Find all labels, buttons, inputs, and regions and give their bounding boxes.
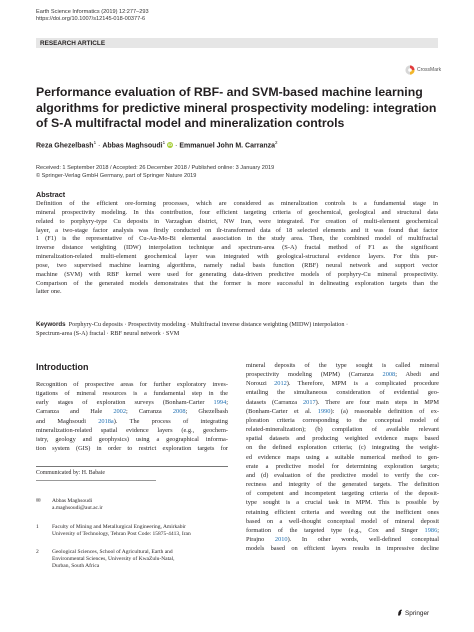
body-text-line <box>246 526 439 535</box>
citation-link[interactable]: 2008 <box>382 371 396 379</box>
crossmark-button[interactable] <box>405 64 445 76</box>
journal-line: Earth Science Informatics (2019) 12:277–293 <box>36 9 149 15</box>
abstract-line: machine (SVM) with RBF kernel were used for generating data-driven predictive models of porphyry-Cu mineral prospectivity. <box>36 270 438 278</box>
body-text-line <box>246 498 439 507</box>
body-text: Norouzi <box>246 380 275 388</box>
crossmark-icon <box>405 65 415 75</box>
abstract-line: latter one. <box>36 288 62 296</box>
body-text: early stages of exploration surveys (Bonham-Carter <box>36 399 214 407</box>
author-list <box>36 138 278 150</box>
author-name[interactable]: Emmanuel John M. Carranza <box>179 142 276 150</box>
body-text: mineral deposits of the type sought is called mineral <box>246 362 439 369</box>
body-text: ; Ghezelbash <box>185 408 228 416</box>
body-text: prospectivity modeling (MPM) (Carranza <box>246 371 383 379</box>
body-text-line <box>36 435 228 444</box>
affiliation-line: Geological Sciences, School of Agricultural, Earth and <box>52 549 173 555</box>
body-text: entailing the simultaneous consideration of evidential geo- <box>246 389 439 397</box>
keywords <box>36 320 438 338</box>
body-text-line <box>246 462 439 471</box>
keywords-line: Porphyry-Cu deposits · Prospectivity modeling · Multifractal inverse distance weighting (MIDW) interpolation · <box>68 321 349 328</box>
body-text: erate a predictive model for determining exploration targets; <box>246 462 439 470</box>
orcid-icon[interactable]: iD <box>168 142 173 148</box>
body-text: Pirajno <box>246 535 275 543</box>
body-text-line <box>36 380 228 389</box>
body-text: ed evidence maps using a suitable numerical method to gen- <box>246 453 439 461</box>
contact-email[interactable]: a.maghsoudi@aut.ac.ir <box>52 505 103 512</box>
affiliation-line: University of Technology, Tehran Post Code: 15875-4413, Iran <box>52 531 191 538</box>
body-text: ploration criteria corresponding to the conceptual model of <box>246 416 439 424</box>
body-text: formation of the targeted type (e.g., Cox and Singer <box>246 526 425 534</box>
article-type-band <box>36 38 438 48</box>
publication-dates <box>36 165 274 180</box>
citation-link[interactable]: 1986 <box>424 526 438 534</box>
body-text: ; <box>437 526 439 534</box>
keywords-label: Keywords <box>36 321 66 328</box>
affiliation-mark: 1 <box>162 140 166 145</box>
affiliation-line: Faculty of Mining and Metallurgical Engineering, Amirkabir <box>52 524 186 530</box>
footnote-divider-short <box>36 480 156 481</box>
body-text-line <box>246 407 439 416</box>
body-text: and (d) evaluation of the predictive model to verify the cor- <box>246 471 439 479</box>
abstract-line: mineralization-related multi-element geochemical layer was integrated with geological-structural evidence layers. For this pur- <box>36 253 438 261</box>
author-name[interactable]: Abbas Maghsoudi <box>102 142 163 150</box>
springer-horse-icon <box>397 609 403 616</box>
dates-line: Received: 1 September 2018 / Accepted: 26 December 2018 / Published online: 3 January 2019 <box>36 165 275 171</box>
body-text-line <box>246 388 439 397</box>
body-text: ; <box>226 399 228 407</box>
journal-citation <box>36 9 149 23</box>
body-text: ; Abedi and <box>395 371 439 379</box>
body-text-line <box>36 444 228 453</box>
abstract-line: mineral prospectivity modeling. In this contribution, four efficient targeting criteria of geochemical, geological and structural data <box>36 208 438 216</box>
abstract-heading: Abstract <box>36 190 66 199</box>
body-text-line <box>246 434 439 443</box>
body-text-line <box>246 489 439 498</box>
body-text-line <box>246 379 439 388</box>
body-text-line <box>246 453 439 462</box>
body-text: models based on efficient layers results in impressive decline <box>246 545 439 553</box>
body-text: ). There are four main steps in MPM <box>315 398 440 406</box>
body-text-line <box>36 407 228 416</box>
affiliation-line: Durban, South Africa <box>52 563 100 570</box>
body-text-line <box>246 480 439 489</box>
body-text: istry, geology and geophysics) using a geographical informa- <box>36 435 228 443</box>
body-text-line <box>246 508 439 517</box>
affiliation-mark: 1 <box>93 140 97 145</box>
body-text: ): (a) reasonable definition of ex- <box>330 407 439 415</box>
citation-link[interactable]: 2008 <box>172 408 186 416</box>
body-text: (Bonham-Carter et al. <box>246 407 318 415</box>
body-text: on the defined exploration criteria; (c) integrating the weight- <box>246 444 439 452</box>
affiliation-line: Environmental Sciences, University of KwaZulu-Natal, <box>52 556 175 563</box>
body-text-line <box>246 361 439 370</box>
body-text: ; Carranza <box>126 408 173 416</box>
body-text-line <box>36 398 228 407</box>
affiliation-mark: 2 <box>275 140 278 145</box>
body-column-right <box>246 361 439 553</box>
title-line: algorithms for predictive mineral prospectivity modeling: integration <box>36 100 437 115</box>
body-text: and Maghsoudi <box>36 417 99 425</box>
body-text: tigations of mineral resources is a fundamental step in the <box>36 390 228 398</box>
body-text: spatial datasets and producing weighted evidence maps based <box>246 435 439 443</box>
affiliation-number: 2 <box>36 549 39 555</box>
body-text: based on a well-thought conceptual model of mineral deposit <box>246 517 439 525</box>
body-text: mineralization-related spatial evidence layers (e.g., geochem- <box>36 426 228 434</box>
title-line: Performance evaluation of RBF- and SVM-based machine learning <box>36 85 423 99</box>
body-text-line <box>246 544 439 553</box>
citation-link[interactable]: 2010 <box>274 535 288 543</box>
article-title <box>36 85 441 132</box>
body-text: datasets (Carranza <box>246 398 303 406</box>
body-text-line <box>36 389 228 398</box>
body-text: ). In other words, well-defined conceptual <box>287 535 439 543</box>
body-text: ). Therefore, MPM is a complicated procedure <box>286 380 439 388</box>
envelope-icon: ✉ <box>36 498 41 504</box>
citation-link[interactable]: 2017 <box>302 398 316 406</box>
author-separator: · <box>173 142 180 150</box>
body-text-line <box>246 517 439 526</box>
introduction-heading: Introduction <box>36 362 89 372</box>
body-text: tion system (GIS) in order to restrict exploration targets for <box>36 445 228 453</box>
communicated-by: Communicated by: H. Babaie <box>36 470 105 476</box>
body-text-line <box>246 425 439 434</box>
affiliation-1 <box>36 524 226 538</box>
affiliation-2 <box>36 549 226 570</box>
body-text: Recognition of prospective areas for further exploratory inves- <box>36 381 228 388</box>
body-text-line <box>246 398 439 407</box>
contact-name: Abbas Maghsoudi <box>52 498 93 504</box>
author-separator: · <box>96 142 103 150</box>
copyright-line: © Springer-Verlag GmbH Germany, part of Springer Nature 2019 <box>36 172 197 179</box>
body-text-line <box>246 535 439 544</box>
body-text: of competent and incompetent targeting criteria of the deposit- <box>246 490 439 498</box>
abstract-line: Definition of the efficient ore-forming processes, which are considered as mineralization controls is a fundamental stage in <box>36 200 438 207</box>
author-name[interactable]: Reza Ghezelbash <box>36 142 94 150</box>
keywords-line: Spectrum-area (S-A) fractal · RBF neural network · SVM <box>36 330 180 337</box>
body-text-line <box>246 416 439 425</box>
footnote-divider <box>36 466 228 467</box>
body-column-left <box>36 380 228 453</box>
doi-link[interactable]: https://doi.org/10.1007/s12145-018-00377-6 <box>36 16 146 23</box>
crossmark-label: CrossMark <box>417 67 442 73</box>
citation-link[interactable]: 1990 <box>317 407 331 415</box>
body-text: type sought is a crucial task in MPM. This is possible by <box>246 499 439 507</box>
abstract-body <box>36 200 438 297</box>
abstract-line: 1 (F1) is the representative of Cu-Au-Mo-Bi elemental association in the study area. Then, the combined model of multifractal <box>36 235 438 243</box>
body-text: retaining efficient criteria and weeding out the inefficient ones <box>246 508 439 516</box>
title-line: of S-A multifractal model and mineralization controls <box>36 116 345 130</box>
body-text-line <box>36 417 228 426</box>
body-text: rectness and integrity of the generated targets. The definition <box>246 481 439 489</box>
citation-link[interactable]: 2002 <box>113 408 126 416</box>
abstract-line: Comparison of the generated models demonstrates that the former is more successful in delineating exploration targets than the <box>36 279 438 287</box>
citation-link[interactable]: 2018a <box>98 417 114 425</box>
body-text: related-mineralization); (b) compilation of available relevant <box>246 426 439 434</box>
abstract-line: related to porphyry-type Cu deposits in Varzaghan district, NW Iran, were integrated. For creation of multi-element geochemical <box>36 217 438 225</box>
corresponding-author <box>36 498 226 512</box>
publisher-logo <box>397 609 429 617</box>
abstract-line: pose, two supervised machine learning algorithms, namely radial basis function (RBF) neural network and support vector <box>36 261 438 269</box>
affiliation-number: 1 <box>36 524 39 530</box>
body-text-line <box>36 426 228 435</box>
body-text: ). The process of integrating <box>113 417 228 425</box>
citation-link[interactable]: 2012 <box>274 380 287 388</box>
body-text-line <box>246 471 439 480</box>
abstract-line: layer, a two-stage factor analysis was firstly conducted on ilr-transformed data of 18 selected elements and it was found that factor <box>36 226 438 234</box>
body-text-line <box>246 443 439 452</box>
body-text-line <box>246 370 439 379</box>
article-type-label: RESEARCH ARTICLE <box>40 39 106 47</box>
body-text: Carranza and Hale <box>36 408 114 416</box>
abstract-line: inverse distance weighting (IDW) interpolation technique and spectrum-area (S-A) fractal method of F1 as the significant <box>36 244 438 252</box>
citation-link[interactable]: 1994 <box>213 399 227 407</box>
publisher-name: Springer <box>405 610 430 617</box>
